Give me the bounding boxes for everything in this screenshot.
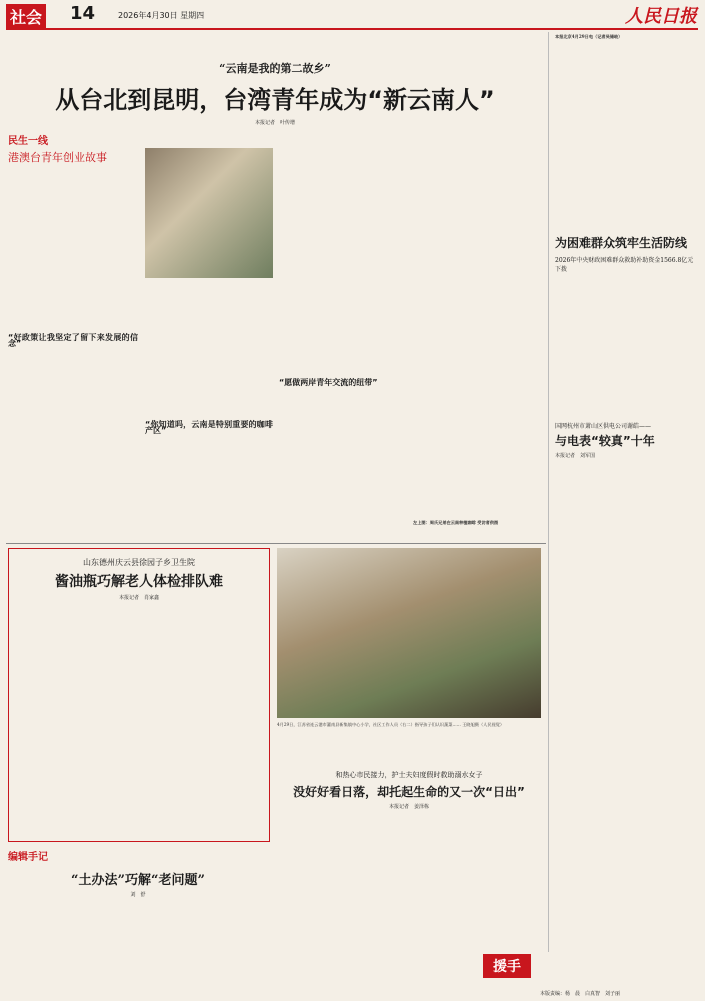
photo-story-image [277, 548, 541, 718]
lead-photo-caption: 左上图：周氏兄弟在云南种植咖啡 受访者供图 [413, 520, 499, 525]
paper-logo: 人民日报 [625, 6, 697, 27]
brief-headline: 为困难群众筑牢生活防线 [555, 236, 688, 250]
rescue-banner: 援手 [483, 954, 531, 978]
rescue-byline: 本报记者 姜泽栋 [388, 804, 429, 810]
brief-text [555, 40, 697, 230]
lead-story-header [10, 60, 540, 126]
issue-date: 2026年4月30日 星期四 [118, 11, 205, 20]
photo-story-caption-block [277, 722, 541, 762]
lead-text-col-4 [413, 130, 541, 540]
feature-headline: 与电表“较真”十年 [555, 434, 655, 448]
brief-intro: 本报北京4月29日电（记者吴储岐） [555, 34, 623, 39]
lead-photo [145, 148, 273, 278]
sidebar-title: 港澳台青年创业故事 [8, 151, 107, 164]
photo-story-caption: 4月29日，江苏省连云港市灌南县新集镇中心小学，社区工作人员（右二）指导孩子们认识蔬菜…… [277, 722, 461, 727]
lead-headline: 从台北到昆明，台湾青年成为“新云南人” [55, 86, 495, 114]
sidebar-block [8, 132, 138, 165]
boxed-body [15, 607, 263, 837]
sidebar-label: 民生一线 [8, 136, 48, 147]
page-number: 14 [70, 3, 96, 24]
rescue-kicker: 和热心市民接力，护士夫妇度假时救助溺水女子 [335, 771, 483, 779]
lead-subhead-3: “愿做两岸青年交流的纽带” [279, 378, 378, 387]
right-column [555, 34, 697, 984]
editor-note-byline: 刘 舒 [130, 892, 146, 898]
boxed-kicker: 山东德州庆云县徐园子乡卫生院 [83, 558, 195, 567]
boxed-headline: 酱油瓶巧解老人体检排队难 [55, 574, 223, 590]
rescue-body [277, 814, 541, 954]
footer-editors: 本版责编：杨 晨 白真智 刘子丽 [540, 991, 621, 997]
editor-note-headline: “土办法”巧解“老问题” [71, 873, 205, 888]
lead-text-col-2 [145, 282, 273, 540]
feature-location: 国网杭州市萧山区供电公司谢皓—— [555, 423, 652, 430]
rescue-headline: 没好好看日落，却托起生命的又一次“日出” [293, 785, 525, 799]
photo-story-credit: 王晓旭摄（人民视觉） [462, 722, 505, 727]
brief-subtitle: 2026年中央财政困难群众救助补助资金1566.8亿元下拨 [555, 257, 694, 273]
section-name: 社会 [6, 4, 46, 29]
brief-body [555, 277, 697, 417]
lead-kicker: “云南是我的第二故乡” [219, 62, 331, 75]
feature-byline: 本报记者 刘军国 [555, 453, 596, 459]
lead-text-col-1 [8, 165, 138, 540]
rescue-story [277, 770, 541, 988]
lead-byline: 本报记者 叶传增 [254, 120, 295, 126]
boxed-byline: 本报记者 肖家鑫 [118, 595, 159, 601]
lead-subhead-1: “好政策让我坚定了留下来发展的信念” [8, 333, 138, 348]
boxed-story [8, 548, 270, 842]
editor-note [8, 848, 268, 988]
section-rule [6, 543, 546, 544]
editor-note-label: 编辑手记 [8, 852, 48, 863]
lead-subhead-2: “你知道吗，云南是特别重要的咖啡产区” [145, 420, 273, 435]
masthead-rule [6, 28, 698, 30]
lead-text-col-3 [279, 130, 407, 540]
column-divider [548, 32, 549, 952]
editor-note-body [8, 902, 268, 988]
masthead [0, 0, 705, 30]
